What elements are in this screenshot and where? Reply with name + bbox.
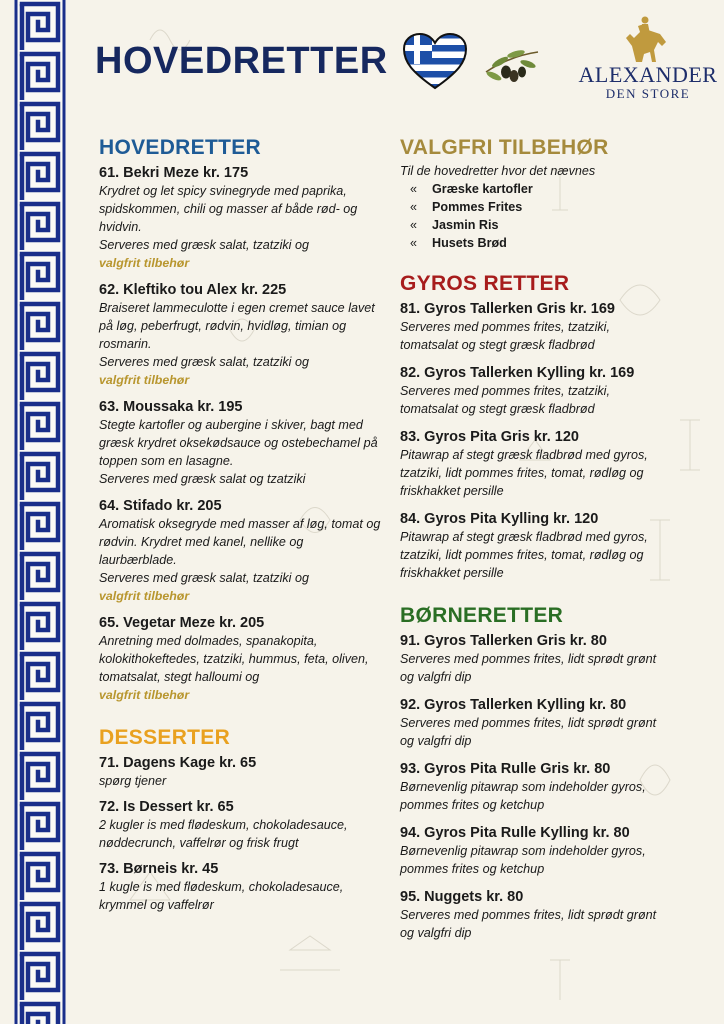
bullet: « bbox=[410, 182, 418, 196]
dish-title: 93. Gyros Pita Rulle Gris kr. 80 bbox=[400, 761, 611, 777]
dish-description: Serveres med pommes frites, tzatziki, tomatsalat og stegt græsk fladbrød bbox=[400, 384, 610, 416]
dish-description: spørg tjener bbox=[99, 774, 167, 788]
sides-intro: Til de hovedretter hvor det nævnes bbox=[400, 164, 596, 178]
dish-description: Børnevenlig pitawrap som indeholder gyros, pommes frites og ketchup bbox=[400, 844, 646, 876]
bullet: « bbox=[410, 236, 418, 250]
greek-flag-heart-icon bbox=[402, 32, 468, 90]
dish-description: 1 kugle is med flødeskum, chokoladesauce, krymmel og vaffelrør bbox=[99, 880, 344, 912]
dish-title: 65. Vegetar Meze kr. 205 bbox=[99, 615, 265, 631]
optional-sides-link: valgfrit tilbehør bbox=[99, 589, 190, 603]
list-item bbox=[400, 180, 668, 198]
dish-title: 82. Gyros Tallerken Kylling kr. 169 bbox=[400, 365, 635, 381]
dish-item bbox=[400, 510, 668, 582]
dish-item bbox=[99, 497, 381, 605]
dish-title: 62. Kleftiko tou Alex kr. 225 bbox=[99, 282, 287, 298]
dish-title: 71. Dagens Kage kr. 65 bbox=[99, 755, 257, 771]
page-title: HOVEDRETTER bbox=[95, 40, 388, 82]
logo-subtitle: DEN STORE bbox=[605, 86, 691, 101]
dish-item bbox=[99, 164, 381, 272]
dish-title: 61. Bekri Meze kr. 175 bbox=[99, 165, 249, 181]
dish-title: 84. Gyros Pita Kylling kr. 120 bbox=[400, 511, 599, 527]
dish-serving: Serveres med græsk salat, tzatziki og bbox=[99, 571, 309, 585]
dish-description: Serveres med pommes frites, lidt sprødt grønt og valgfri dip bbox=[400, 652, 657, 684]
dish-description: Stegte kartofler og aubergine i skiver, bagt med græsk krydret oksekødsauce og ostebechamel på toppen som en lasagne. bbox=[99, 418, 378, 468]
bullet: « bbox=[410, 218, 418, 232]
optional-sides-link: valgfrit tilbehør bbox=[99, 373, 190, 387]
dish-description: Børnevenlig pitawrap som indeholder gyros, pommes frites og ketchup bbox=[400, 780, 646, 812]
dish-item bbox=[99, 614, 381, 704]
dish-title: 73. Børneis kr. 45 bbox=[99, 861, 219, 877]
section-title-mains: HOVEDRETTER bbox=[99, 136, 261, 159]
dish-description: Pitawrap af stegt græsk fladbrød med gyros, tzatziki, lidt pommes frites, tomat, rødløg og friskhakket persille bbox=[400, 530, 648, 580]
dish-title: 83. Gyros Pita Gris kr. 120 bbox=[400, 429, 579, 445]
dish-item bbox=[400, 428, 668, 500]
dish-item bbox=[99, 398, 381, 488]
list-item bbox=[400, 198, 668, 216]
dish-description: Serveres med pommes frites, lidt sprødt grønt og valgfri dip bbox=[400, 908, 657, 940]
dish-description: Anretning med dolmades, spanakopita, kolokithokeftedes, tzatziki, hummus, feta, oliven, tomatsalat, stegt halloumi og bbox=[99, 634, 369, 684]
section-title-sides: VALGFRI TILBEHØR bbox=[400, 136, 609, 159]
dish-title: 72. Is Dessert kr. 65 bbox=[99, 799, 234, 815]
dish-item bbox=[400, 824, 668, 878]
dish-item bbox=[400, 632, 668, 686]
section-title-kids: BØRNERETTER bbox=[400, 604, 564, 627]
side-item-label: Pommes Frites bbox=[432, 200, 523, 214]
dish-item bbox=[400, 364, 668, 418]
dish-item bbox=[99, 754, 381, 790]
dish-description: 2 kugler is med flødeskum, chokoladesauce, nøddecrunch, vaffelrør og frisk frugt bbox=[99, 818, 348, 850]
dish-title: 64. Stifado kr. 205 bbox=[99, 498, 222, 514]
dish-item bbox=[99, 281, 381, 389]
dish-title: 92. Gyros Tallerken Kylling kr. 80 bbox=[400, 697, 627, 713]
dish-title: 63. Moussaka kr. 195 bbox=[99, 399, 243, 415]
dish-item bbox=[400, 888, 668, 942]
sides-list bbox=[400, 180, 668, 252]
dish-serving: Serveres med græsk salat, tzatziki og bbox=[99, 355, 309, 369]
bullet: « bbox=[410, 200, 418, 214]
dish-item bbox=[99, 860, 381, 914]
dish-title: 81. Gyros Tallerken Gris kr. 169 bbox=[400, 301, 615, 317]
dish-item bbox=[400, 760, 668, 814]
logo-wordmark: ALEXANDER bbox=[578, 62, 718, 87]
dish-serving: Serveres med græsk salat og tzatziki bbox=[99, 472, 306, 486]
optional-sides-link: valgfrit tilbehør bbox=[99, 688, 190, 702]
section-title-gyros: GYROS RETTER bbox=[400, 272, 570, 295]
dish-description: Serveres med pommes frites, tzatziki, tomatsalat og stegt græsk fladbrød bbox=[400, 320, 610, 352]
dish-serving: Serveres med græsk salat, tzatziki og bbox=[99, 238, 309, 252]
dish-description: Pitawrap af stegt græsk fladbrød med gyros, tzatziki, lidt pommes frites, tomat, rødløg og friskhakket persille bbox=[400, 448, 648, 498]
olive-branch-icon bbox=[482, 42, 542, 88]
dish-title: 94. Gyros Pita Rulle Kylling kr. 80 bbox=[400, 825, 630, 841]
dish-description: Serveres med pommes frites, lidt sprødt grønt og valgfri dip bbox=[400, 716, 657, 748]
dish-description: Krydret og let spicy svinegryde med paprika, spidskommen, chili og masser af både rød- og hvidvin. bbox=[99, 184, 358, 234]
dish-title: 95. Nuggets kr. 80 bbox=[400, 889, 524, 905]
optional-sides-link: valgfrit tilbehør bbox=[99, 256, 190, 270]
list-item bbox=[400, 216, 668, 234]
left-column bbox=[99, 136, 381, 914]
side-item-label: Græske kartofler bbox=[432, 182, 533, 196]
side-item-label: Jasmin Ris bbox=[432, 218, 499, 232]
list-item bbox=[400, 234, 668, 252]
dish-description: Braiseret lammeculotte i egen cremet sauce lavet på løg, peberfrugt, rødvin, hvidløg, timian og rosmarin. bbox=[99, 301, 375, 351]
dish-description: Aromatisk oksegryde med masser af løg, tomat og rødvin. Krydret med kanel, nellike og laurbærblade. bbox=[99, 517, 381, 567]
side-item-label: Husets Brød bbox=[432, 236, 507, 250]
dish-item bbox=[99, 798, 381, 852]
section-title-desserts: DESSERTER bbox=[99, 726, 231, 749]
greek-key-border bbox=[14, 0, 66, 1024]
dish-item bbox=[400, 300, 668, 354]
right-column bbox=[400, 136, 668, 942]
dish-item bbox=[400, 696, 668, 750]
dish-title: 91. Gyros Tallerken Gris kr. 80 bbox=[400, 633, 607, 649]
